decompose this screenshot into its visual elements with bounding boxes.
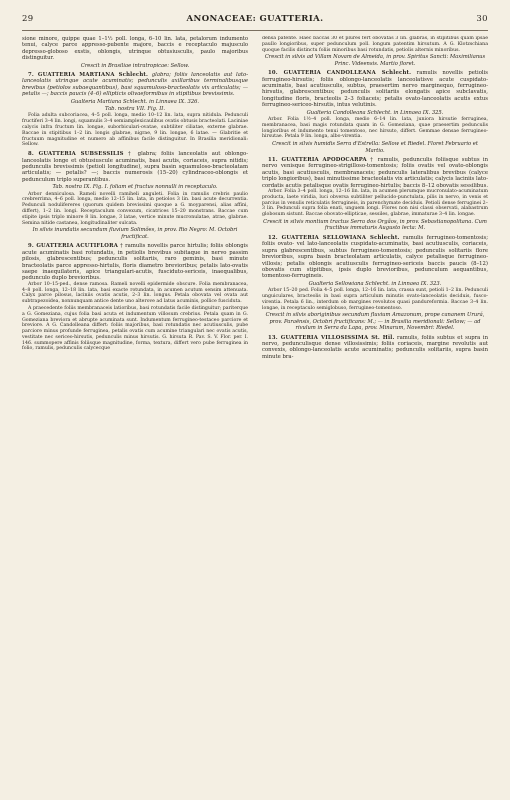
locality-note: Crescit in silvis montium tractus Serra dos Orgãos, in prov. Sebastianopolitana. Cum fructibus immaturis Augusto lecta: M. bbox=[263, 219, 487, 232]
species-heading bbox=[262, 335, 488, 361]
species-title: 9. GUATTERIA ACUTIFLORA bbox=[28, 243, 119, 250]
description: Arbor. Folia 1½–4 poll. longa, medio 6–14 lin. lata, juniora hirsutie ferruginea, membranacea, basi magis rotundata quam in G. Gomeziana, quae praesertim pedunculis longioribus et indumento tenui tomentoso, nec hirsuto, differt. Gemmae densae ferrugineo-hirsutae. Petala 9 lin. longa, albo-virentia. bbox=[262, 117, 488, 140]
species-diagnosis: † glabra; foliis lanceolatis aut oblongo-lanceolatis longe et obtusiuscule acuminatis, basi acutis, coriaceis, supra nitidis; pedunculis brevissimis (petioli longitudine), supra basin squamuloso-bracteolatam articulatis; — petalis? —; baccis numerosis (15–20) cylindraceo-oblongis et pedunculum triplo superantibus. bbox=[22, 151, 248, 183]
species-title: 8. GUATTERIA SUBSESSILIS bbox=[28, 151, 124, 158]
description: Arbor. Folia 3–4 poll. longa, 12–16 lin. lata, in acumen plerumque mucronulato-acuminatum producta, laete viridia, luci obversa subtiliter pellucido-punctulata, pilis in nervo, in venis et parcius in venulis reticulatis ferrugineis, in parenchymate deciduis. Petioli dense ferruginei 2–3 lin. Pedunculi supra folia enati, unguem longi. Flores non nisi classi observati, alabastrum globosum sistunt. Baccae obovato-ellipticae, sessiles, glabrae, immaturae 3–4 lin. longae. bbox=[262, 189, 488, 218]
paragraph: densa patente. Haec baccas 30 et plures fert obovatas 3 lin. glabras, in stipitibus quam ipsae paullo longioribus, super pedunculum poll. longum patentim hirsutum. A G. Klotzschiana quoque facilis distinctu foliis minoribus basi rotundatis, petiolis alternis minoribus. bbox=[262, 36, 488, 53]
species-heading bbox=[22, 72, 248, 98]
species-diagnosis: ramulis novellis petiolis ferrugineo-hirsutis; foliis oblongo-lanceolatis lanceolatisve acute cuspidato-acuminatis, basi acutiusculis, subtus, praesertim nervo marginequo, ferrugineo-hirsutis, glabrescentibus; pedunculis solitariis elongatis apice subclavatis, longitudine floris, bracteolis 2–3 foliaceis; petalis ovato-lanceolatis acutis extus ferrugineo-sericeo-hirsutis, intus velutinis. bbox=[262, 70, 488, 109]
locality-note: Crescit in silvis aboriginibus secundum fluvium Amazonum, prope cananem Ururá, prov. Paraënsis, Octobri fructificans: M.; — in Brasilia meridionali: Sellow; — ad rivulum in Serra da Lapa, prov. Minarum, Novembri: Riedel. bbox=[265, 312, 485, 332]
description: Folia adulta subcoriacea, 4–5 poll. longa, medio 10–12 lin. lata, supra nitidula. Pedunculi fructiferi 3–4 lin. longi, squamulis 3–4 semiamplexicaulibus ovatis obtusis bracteolati. Laciniae calycis infra fructum lin. longae, suborbiculari-ovatae, subtiliter ciliatae, externe glabrae. Baccae in stipitibus 1–2 lin. longis glabrae, nigrae, 9 lin. longae, 6 latae. — Glabritie et fructuum magnitudine et numero ab affinibus facile distinguitur. In Brasilia meridionali: Sellow. bbox=[22, 113, 248, 148]
species-title: 7. GUATTERIA MARTIANA Schlecht. bbox=[28, 72, 149, 79]
description: Arbor 15–20 ped. Folia 4–5 poll. longa, 12–16 lin. lata, crassa sunt, petioli 1–2 lin. Pedunculi unguiculares, bracteolis in basi supra articulum minutis ovato-lanceolatis deciduis, fusco-virentia. Petala 6 lin., interdum ob margines revolutos quasi pandureformia. Baccae 3–4 lin. longae, in receptaculo semiglobuso, ferrugineo-tomentoso. bbox=[262, 288, 488, 311]
species-diagnosis: † ramulis novellis parce hirtulis; foliis oblongis acute acuminatis basi rotundatis, in petiolis brevibus subitaque in nervo passim pilosis, glabrescentibus; pedunculis solitariis, raro geminis, basi minute bracteolatis parce appresso-hirtulis, floris diametro brevioribus; petalis lato-ovatis saepe inaequilateris, apice triangulari-acutis, fusciduto-sericeis, inaequalibus, pedunculo duplo brevioribus. bbox=[22, 243, 248, 282]
page-number-right: 30 bbox=[476, 14, 488, 24]
synonym-citation: Gualteria Sellowiana Schlecht. in Linnaea IX. 323. bbox=[308, 280, 442, 287]
species-heading bbox=[22, 151, 248, 183]
description: Arbor 10–15-ped., dense ramosa. Rameli novelli epidermide obscure. Folia membranacea, 4–8 poll. longa, 12–18 lin. lata, basi exacte rotundata, in acumen acutum sensim attenuata. Calyx parce pilosus, laciniis ovatis acutis, 2–3 lin. longus. Petala obovata vel ovata aut subtrapezoidea, nonnunquam antice dente uno alterove ad latus acuminis, pollice fusciduta. bbox=[22, 281, 248, 305]
locality-note: Crescit in silvis humidis Serra d'Estrella: Sellow et Riedel. Floret Februario et Martio. bbox=[272, 141, 478, 154]
species-heading bbox=[262, 157, 488, 189]
remarks: A praecedente foliis membranaceis latioribus, basi rotundatis facile distinguitur; pariterque a G. Gomeziana, cujus folia basi acuta et indumentum villosum crebrius. Petala quam in G. Gomeziana breviora et abrupte acuminata sunt. Indumentum ferrugineo-testaceo parciore et breviore. A G. Candolleana differt: foliis majoribus, basi rotundatis nec acutiusculis, pube parciore minus profunde ferruginea, petalis ovatis cum acumine triangulari nec ovatis acutis, vestitate nec sericeo-hirsutis, pedunculis minus hirsutis. G. hirsuta R. Pav. S. V. Flor. per. I. 146. summopere affinis foliisque magnitudine, forma, textura, differt vero pube ferruginea in folio, ramulis, pedunculis calycecque bbox=[22, 305, 248, 352]
locality-note: Crescit in silvis ad Villam Novam de Almeida, in prov. Spiritus Sancti: Maximilianus Princ. Videensis. Martio floret. bbox=[264, 54, 486, 67]
synonym-citation: Gualteria Martiana Schlecht. in Linnaea IX. 326. bbox=[70, 98, 200, 105]
species-diagnosis: glabra; foliis lanceolatis aut lato-lanceolatis utrinque acute acuminatis; pedunculis axillaribus terminalibusque brevibus (petiolos subaequantibus), basi squamuloso-bracteolatis vix articulatis; — petalis —; baccis paucis (4–6) ellipticis olivaeformibus in stipitibus brevissimis. bbox=[22, 72, 248, 98]
description: Arbor denniculosa. Rameli novelli ramiheli anguleti. Folia in ramulis crebris paulio crebrerrima, 4–6 poll. longa, medio 12–15 lin. lata, in petiolos 3 lin. basi acute decurrentia. Pedunculi nodulifereres (quorum quidem brevissimi quoque a G. moyparensi, alias affini, differt), 1–2 lin. longi. Receptaculum convexum, cicatrices 15–20 monstrans. Baccae cum stipite ipsis triplo minore 8 lin. longae, 3 latae, vertice minute mucronulatae, atrae, glabrae. Semina nitide castanea, longitudinaliter sulcata. bbox=[22, 191, 248, 226]
plate-reference: Tab. nostra IX. Fig. I. foliam et fructus nonnulli in receptaculo. bbox=[52, 184, 218, 191]
locality-note: Crescit in Brasiliae intratropicae: Sellow. bbox=[80, 62, 190, 69]
species-diagnosis: ramulis ferrugineo-tomentosis; foliis ovato- vel lato-lanceolatis cuspidato-acuminatis, basi acutiusculis, coriaceis, supra glabrescentibus, subtus ferrugineo-tomentosis; pedunculis solitariis flore brevioribus, supra basin bracteolatam articulatis, calyce petalisque ferrugineo-villosis; petalis oblongis acutiusculis ferrugineo-sericeis baccis paucis (8–12) obovatis cum stipitibus, ipsis duplo brevioribus, pedunculum aequantibus, tomentoso-ferrugineis. bbox=[262, 234, 488, 280]
page-number-left: 29 bbox=[22, 14, 34, 24]
header-rule bbox=[22, 30, 488, 31]
species-title: 12. GUATTERIA SELLOWIANA Schlecht. bbox=[268, 234, 400, 241]
locality-note: In silvis inundatis secundum fluvium Solimões, in prov. Rio Negro: M. Octobri fructificat. bbox=[32, 227, 238, 240]
species-diagnosis: ramulis, foliis subtus et supra in nervo, pedunculisque dense villosissimis; foliis coriaceis, margine revolutis aut convexis, oblongo-lanceolatis acute acuminatis; pedunculis solitariis, supra basin minute bra- bbox=[262, 334, 488, 360]
species-title: 11. GUATTERIA APODOCARPA bbox=[268, 157, 367, 164]
plate-reference: Tab. nostra VII. Fig. II. bbox=[105, 106, 165, 113]
page-header bbox=[22, 14, 488, 30]
left-column bbox=[22, 36, 248, 776]
synonym-citation: Gualteria Candolleana Schlecht. in Linnaea IX. 325. bbox=[306, 109, 444, 116]
running-title: ANONACEAE: GUATTERIA. bbox=[186, 14, 324, 24]
species-heading bbox=[262, 70, 488, 108]
species-title: 10. GUATTERIA CANDOLLEANA Schlecht. bbox=[268, 70, 412, 77]
species-heading bbox=[22, 243, 248, 281]
right-column bbox=[262, 36, 488, 776]
species-diagnosis: † ramulis, pedunculis foliisque subtus in nervo venisque ferrugineo-strigilloso-tomentosis; foliis ovatis vel ovato-oblongis acutis, basi acutiusculis, membranaceis; pedunculis lateralibus brevibus (calyce triplo longioribus), basi minutissime bracteolatis vix articulatis; calycis laciniis lato-cordatis acutis petalisque ovatis ferrugineo-hirtulis; baccis 8–12 obovatis sessilibus. bbox=[262, 157, 488, 189]
species-title: 13. GUATTERIA VILLOSISSIMA St. Hil. bbox=[268, 334, 395, 341]
species-heading bbox=[262, 235, 488, 280]
paragraph: sione minore, quippe quae 1–1½ poll. longa, 6–10 lin. lata, petalorum indumento tenui, calyce parce appresso-pubente majore, baccis e receptaculo majusculo depresso-globoso exstis, oblongis, utrinque obtusiusculis, paulo majoribus distinguitur. bbox=[22, 36, 248, 62]
